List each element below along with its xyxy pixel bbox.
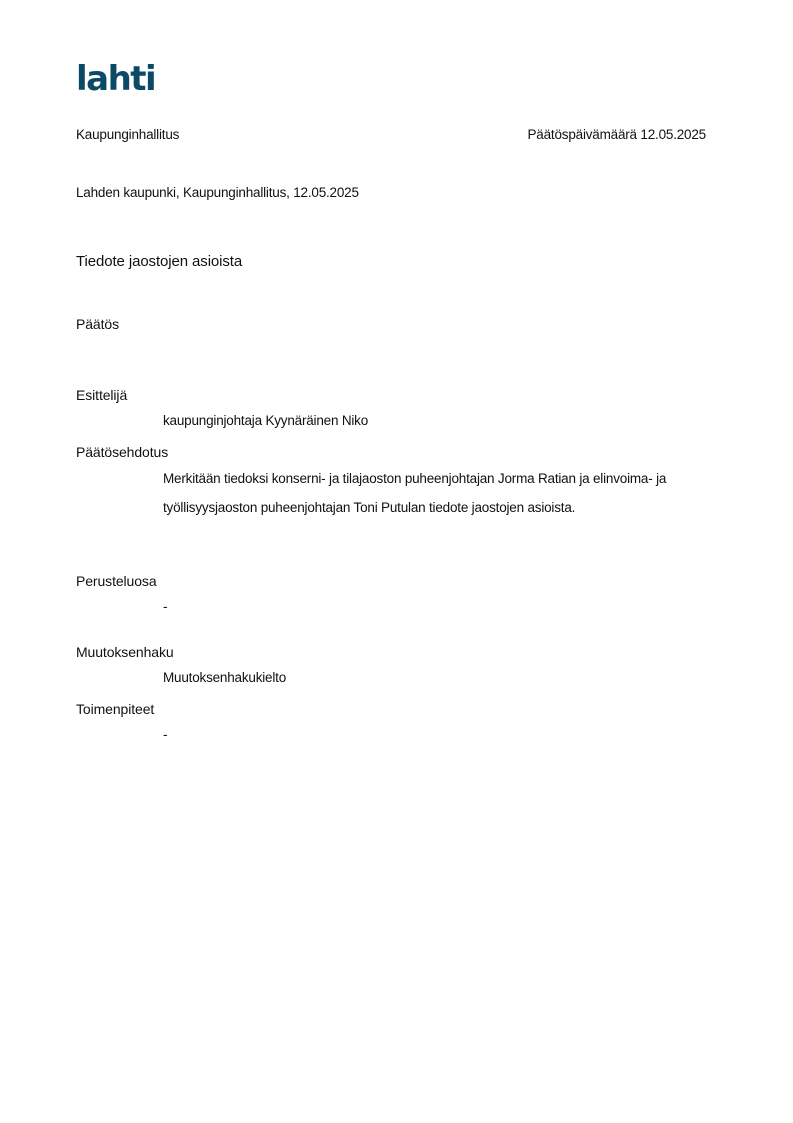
decision-heading: Päätös bbox=[76, 316, 119, 332]
document-title: Tiedote jaostojen asioista bbox=[76, 253, 243, 270]
actions-value: - bbox=[163, 727, 168, 742]
presenter-value: kaupunginjohtaja Kyynäräinen Niko bbox=[163, 413, 369, 428]
lahti-logo: lahti bbox=[76, 59, 156, 99]
decision-date: Päätöspäivämäärä 12.05.2025 bbox=[527, 127, 706, 142]
proposal-text: Merkitään tiedoksi konserni- ja tilajaoston puheenjohtajan Jorma Ratian ja elinvoima- ja työllisyysjaoston puheenjohtajan Toni Putulan tiedote jaostojen asioista. bbox=[163, 471, 667, 515]
presenter-heading: Esittelijä bbox=[76, 387, 128, 403]
proposal-heading: Päätösehdotus bbox=[76, 444, 169, 460]
appeal-value: Muutoksenhakukielto bbox=[163, 670, 287, 685]
rationale-value: - bbox=[163, 599, 168, 614]
meeting-line: Lahden kaupunki, Kaupunginhallitus, 12.05.2025 bbox=[76, 185, 359, 200]
rationale-heading: Perusteluosa bbox=[76, 573, 157, 589]
body-name: Kaupunginhallitus bbox=[76, 127, 180, 142]
appeal-heading: Muutoksenhaku bbox=[76, 644, 174, 660]
actions-heading: Toimenpiteet bbox=[76, 701, 155, 717]
